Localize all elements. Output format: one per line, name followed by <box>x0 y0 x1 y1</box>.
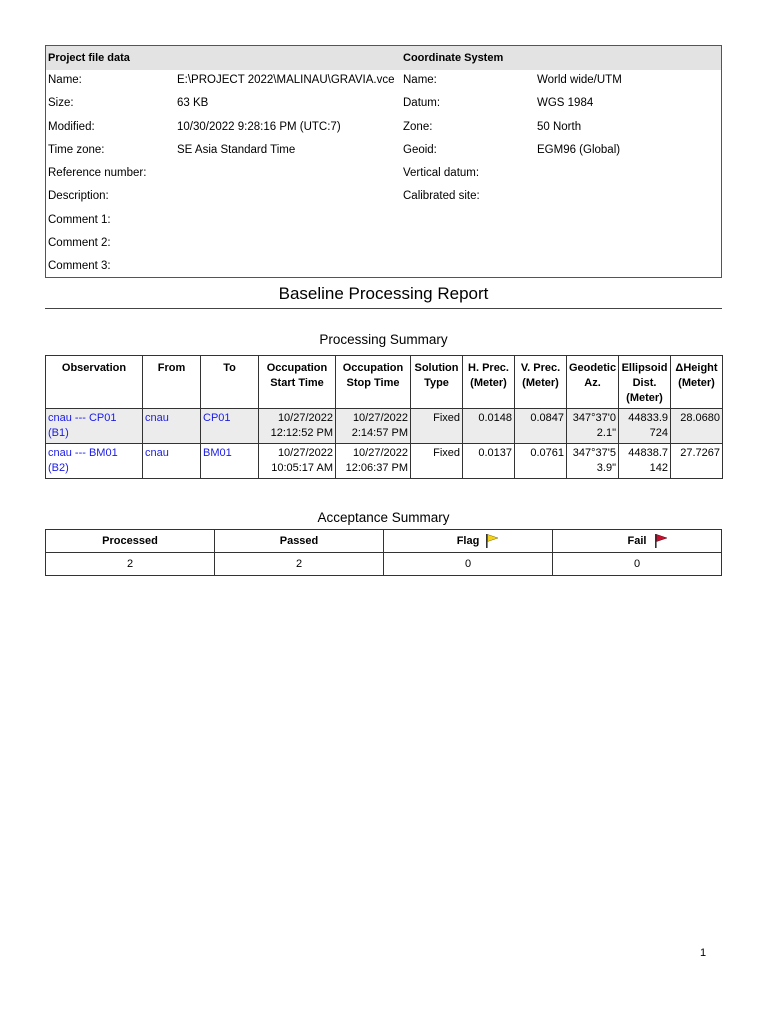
coordinate-field-label: Name: <box>403 74 437 86</box>
project-field-label: Comment 2: <box>48 237 111 250</box>
acceptance-summary-title: Acceptance Summary <box>317 510 450 525</box>
col-from: From <box>143 356 201 409</box>
project-file-data-box <box>45 45 722 278</box>
col-ellipsoid-dist: Ellipsoid Dist. (Meter) <box>619 356 671 409</box>
project-field-label: Name: <box>48 74 82 86</box>
flag-label: Flag <box>456 535 480 547</box>
project-field-label: Description: <box>48 190 109 203</box>
project-row <box>46 93 721 116</box>
project-file-data-heading: Project file data <box>48 52 130 64</box>
title-divider <box>45 308 722 309</box>
from-link[interactable]: cnau <box>143 444 201 479</box>
geodetic-az: 347°37'5 3.9" <box>567 444 619 479</box>
col-h-prec: H. Prec. (Meter) <box>463 356 515 409</box>
processing-summary-title: Processing Summary <box>319 332 448 347</box>
coordinate-field-value: 50 North <box>537 120 582 133</box>
project-row <box>46 70 721 93</box>
passed-label: Passed <box>279 535 319 547</box>
coordinate-field-label: Geoid: <box>403 143 437 156</box>
delta-height: 27.7267 <box>671 444 723 479</box>
coordinate-field-label: Calibrated site: <box>403 190 480 203</box>
processed-label: Processed <box>102 535 158 547</box>
coordinate-field-value: WGS 1984 <box>537 97 594 110</box>
col-processed <box>46 530 215 553</box>
ellipsoid-dist: 44833.9 724 <box>619 409 671 444</box>
col-observation: Observation <box>46 356 143 409</box>
h-prec: 0.0137 <box>463 444 515 479</box>
project-row <box>46 163 721 186</box>
v-prec: 0.0847 <box>515 409 567 444</box>
stop-time: 10/27/2022 2:14:57 PM <box>336 409 411 444</box>
coordinate-field-value: World wide/UTM <box>537 74 622 86</box>
acceptance-header-row <box>46 530 722 553</box>
project-field-value: E:\PROJECT 2022\MALINAU\GRAVIA.vce <box>177 74 395 86</box>
coordinate-field-value: EGM96 (Global) <box>537 143 621 156</box>
project-row <box>46 140 721 163</box>
start-time: 10/27/2022 10:05:17 AM <box>259 444 336 479</box>
project-rows <box>46 70 721 280</box>
page-number: 1 <box>700 947 707 959</box>
report-title: Baseline Processing Report <box>278 284 489 303</box>
col-stop-time: Occupation Stop Time <box>336 356 411 409</box>
table-row <box>46 444 723 479</box>
col-v-prec: V. Prec. (Meter) <box>515 356 567 409</box>
to-link[interactable]: CP01 <box>201 409 259 444</box>
solution-type: Fixed <box>411 444 463 479</box>
from-link[interactable]: cnau <box>143 409 201 444</box>
stop-time: 10/27/2022 12:06:37 PM <box>336 444 411 479</box>
processed-value: 2 <box>46 553 215 576</box>
ellipsoid-dist: 44838.7 142 <box>619 444 671 479</box>
project-row <box>46 210 721 233</box>
processing-summary-table <box>45 355 723 479</box>
project-row <box>46 256 721 279</box>
acceptance-values-row <box>46 553 722 576</box>
observation-link[interactable]: cnau --- BM01 (B2) <box>46 444 143 479</box>
project-field-value: 63 KB <box>177 97 209 110</box>
red-flag-icon <box>653 533 669 549</box>
project-row <box>46 117 721 140</box>
table-row <box>46 409 723 444</box>
project-row <box>46 186 721 209</box>
coordinate-system-heading: Coordinate System <box>403 52 504 64</box>
project-box-header <box>46 46 721 70</box>
project-field-label: Modified: <box>48 120 95 133</box>
passed-value: 2 <box>215 553 384 576</box>
v-prec: 0.0761 <box>515 444 567 479</box>
project-row <box>46 233 721 256</box>
col-fail <box>553 530 722 553</box>
col-passed <box>215 530 384 553</box>
project-field-label: Comment 1: <box>48 213 111 226</box>
project-field-label: Reference number: <box>48 167 147 180</box>
col-delta-height: ΔHeight (Meter) <box>671 356 723 409</box>
table-header-row <box>46 356 723 409</box>
col-flag <box>384 530 553 553</box>
col-start-time: Occupation Start Time <box>259 356 336 409</box>
fail-label: Fail <box>627 535 647 547</box>
project-field-label: Size: <box>48 97 74 110</box>
to-link[interactable]: BM01 <box>201 444 259 479</box>
coordinate-field-label: Datum: <box>403 97 441 110</box>
start-time: 10/27/2022 12:12:52 PM <box>259 409 336 444</box>
observation-link[interactable]: cnau --- CP01 (B1) <box>46 409 143 444</box>
yellow-flag-icon <box>484 533 500 549</box>
flag-value: 0 <box>384 553 553 576</box>
col-to: To <box>201 356 259 409</box>
solution-type: Fixed <box>411 409 463 444</box>
geodetic-az: 347°37'0 2.1" <box>567 409 619 444</box>
coordinate-field-label: Zone: <box>403 120 433 133</box>
project-field-label: Comment 3: <box>48 260 111 273</box>
fail-value: 0 <box>553 553 722 576</box>
coordinate-field-label: Vertical datum: <box>403 167 480 180</box>
h-prec: 0.0148 <box>463 409 515 444</box>
project-field-value: 10/30/2022 9:28:16 PM (UTC:7) <box>177 120 341 133</box>
project-field-value: SE Asia Standard Time <box>177 143 296 156</box>
col-geodetic-az: Geodetic Az. <box>567 356 619 409</box>
project-field-label: Time zone: <box>48 143 105 156</box>
col-solution-type: Solution Type <box>411 356 463 409</box>
delta-height: 28.0680 <box>671 409 723 444</box>
acceptance-summary-table <box>45 529 722 576</box>
